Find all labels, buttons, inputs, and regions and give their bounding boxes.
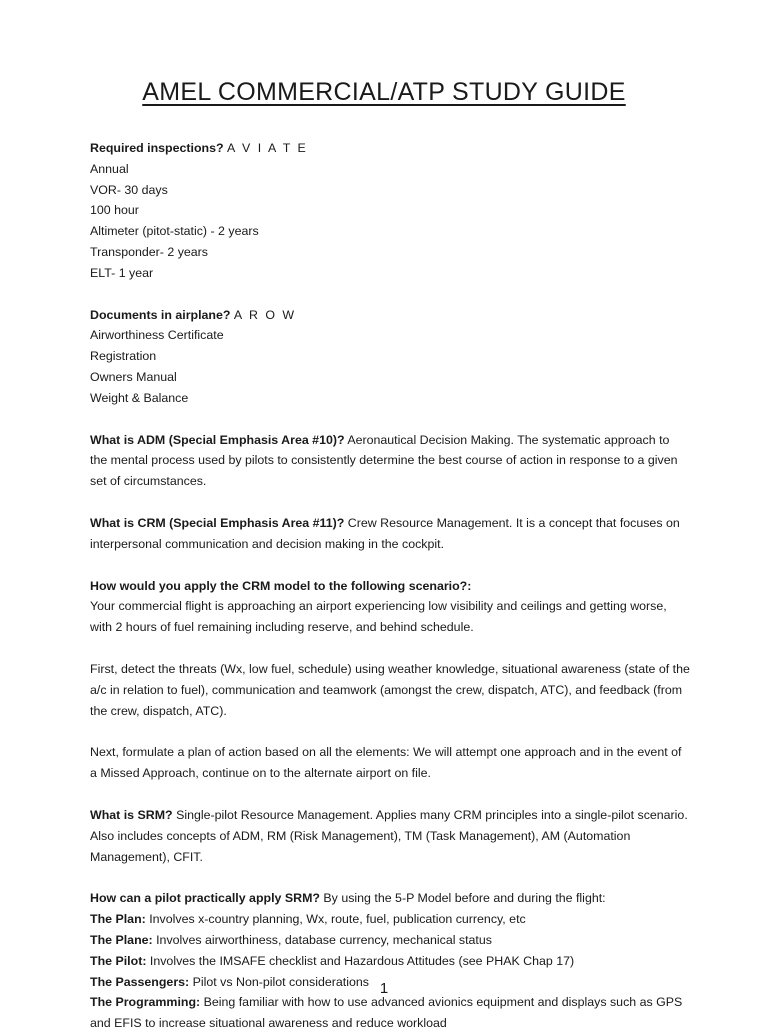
five-p-item: The Pilot: Involves the IMSAFE checklist and Hazardous Attitudes (see PHAK Chap 17) <box>90 953 575 968</box>
scenario-text: Your commercial flight is approaching an airport experiencing low visibility and ceilings and getting worse, with 2 hours of fuel remaining including reserve, and behind schedule. <box>90 599 667 635</box>
inspection-item: VOR- 30 days <box>90 182 168 197</box>
document-title: AMEL COMMERCIAL/ATP STUDY GUIDE <box>142 78 626 106</box>
document-item: Airworthiness Certificate <box>90 328 224 343</box>
document-item: Registration <box>90 349 157 364</box>
five-p-item: The Plan: Involves x-country planning, Wx, route, fuel, publication currency, etc <box>90 912 526 927</box>
document-item: Weight & Balance <box>90 390 189 405</box>
five-p-item: The Passengers: Pilot vs Non-pilot considerations <box>90 974 369 989</box>
document-body <box>90 138 690 1034</box>
inspection-item: 100 hour <box>90 203 139 218</box>
scenario-first: First, detect the threats (Wx, low fuel, schedule) using weather knowledge, situational awareness (state of the a/c in relation to fuel), communication and teamwork (amongst the crew, dispatch, ATC), and feedback (from the crew, dispatch, ATC). <box>90 661 690 718</box>
inspection-item: ELT- 1 year <box>90 265 154 280</box>
crm-paragraph: What is CRM (Special Emphasis Area #11)? Crew Resource Management. It is a concept that focuses on interpersonal communication and decision making in the cockpit. <box>90 515 680 551</box>
five-p-item: The Plane: Involves airworthiness, database currency, mechanical status <box>90 932 492 947</box>
adm-paragraph: What is ADM (Special Emphasis Area #10)? Aeronautical Decision Making. The systematic approach to the mental process used by pilots to consistently determine the best course of action in response to a given set of circumstances. <box>90 432 678 489</box>
scenario-next: Next, formulate a plan of action based on all the elements: We will attempt one approach and in the event of a Missed Approach, continue on to the alternate airport on file. <box>90 745 682 781</box>
scenario-question: How would you apply the CRM model to the following scenario?: <box>90 578 472 593</box>
document-item: Owners Manual <box>90 369 177 384</box>
five-p-item: The Programming: Being familiar with how to use advanced avionics equipment and displays such as GPS and EFIS to increase situational awareness and reduce workload <box>90 995 683 1031</box>
page-number: 1 <box>379 980 389 997</box>
inspection-item: Annual <box>90 161 129 176</box>
inspection-item: Transponder- 2 years <box>90 244 208 259</box>
apply-srm-question: How can a pilot practically apply SRM? By using the 5-P Model before and during the flight: <box>90 891 606 906</box>
srm-paragraph: What is SRM? Single-pilot Resource Management. Applies many CRM principles into a single-pilot scenario. Also includes concepts of ADM, RM (Risk Management), TM (Task Management), AM (Automation Management), CFIT. <box>90 807 688 864</box>
inspections-question: Required inspections? A V I A T E <box>90 141 308 155</box>
inspections-mnemonic: A V I A T E <box>227 141 308 155</box>
inspection-item: Altimeter (pitot-static) - 2 years <box>90 224 259 239</box>
documents-mnemonic: A R O W <box>233 307 297 322</box>
documents-question: Documents in airplane? A R O W <box>90 307 297 322</box>
